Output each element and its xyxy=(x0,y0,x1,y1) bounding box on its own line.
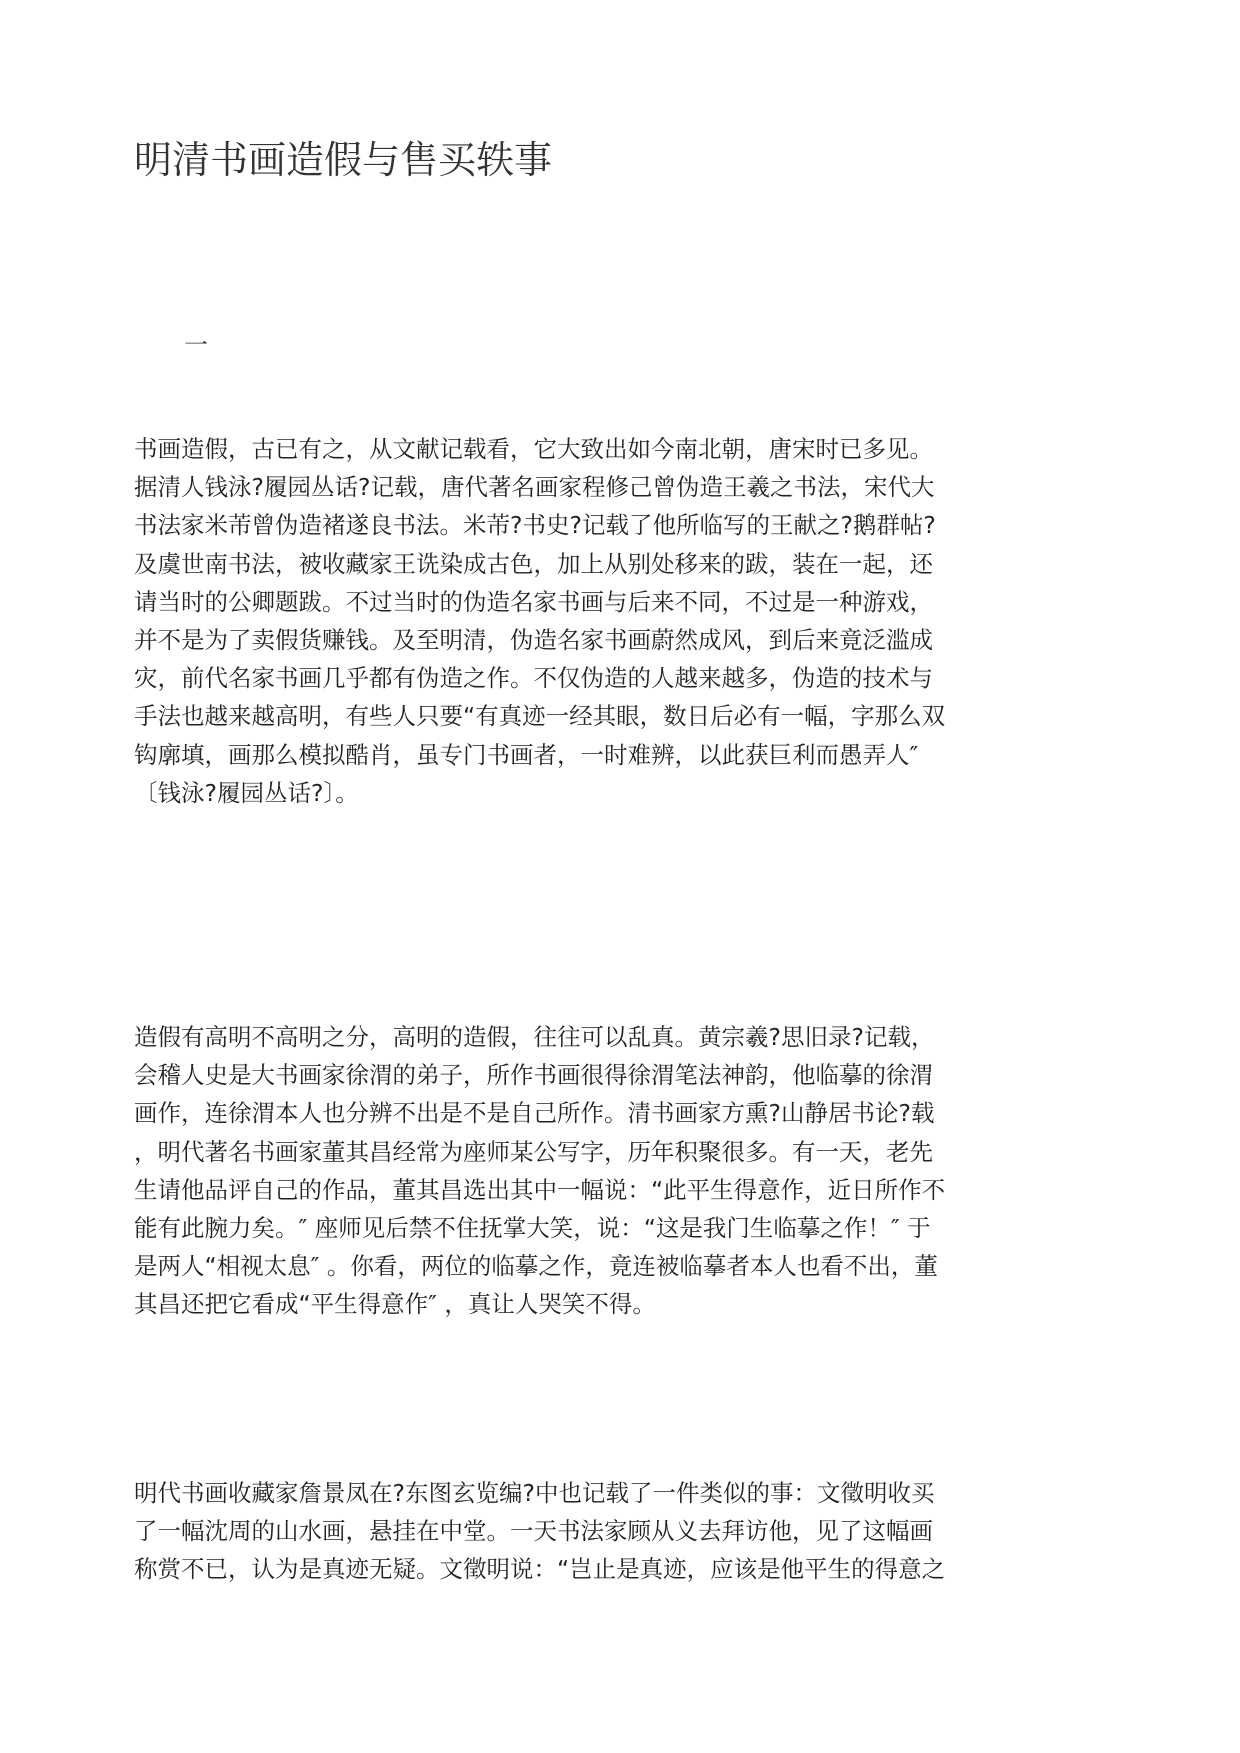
document-title: 明清书画造假与售买轶事 xyxy=(134,138,553,182)
paragraph-line: 是两人“相视太息″ 。你看，两位的临摹之作，竟连被临摹者本人也看不出，董 xyxy=(134,1252,938,1281)
paragraph-line: 明代书画收藏家詹景凤在?东图玄览编?中也记载了一件类似的事：文徵明收买 xyxy=(134,1479,935,1507)
paragraph-line: 称赏不已，认为是真迹无疑。文徵明说：“岂止是真迹，应该是他平生的得意之 xyxy=(134,1555,946,1584)
paragraph-line: 了一幅沈周的山水画，悬挂在中堂。一天书法家顾从义去拜访他，见了这幅画 xyxy=(134,1517,933,1546)
paragraph-line: 画作，连徐渭本人也分辨不出是不是自己所作。清书画家方熏?山静居书论?载 xyxy=(134,1099,935,1128)
paragraph-line: 能有此腕力矣。″ 座师见后禁不住抚掌大笑，说：“这是我门生临摹之作！″ 于 xyxy=(134,1214,931,1243)
paragraph-line: 请当时的公卿题跋。不过当时的伪造名家书画与后来不同，不过是一种游戏， xyxy=(134,587,933,616)
paragraph-line: 灾，前代名家书画几乎都有伪造之作。不仅伪造的人越来越多，伪造的技术与 xyxy=(134,664,933,693)
paragraph-line: 会稽人史是大书画家徐渭的弟子，所作书画很得徐渭笔法神韵，他临摹的徐渭 xyxy=(134,1061,933,1090)
paragraph-line: 钩廓填，画那么模拟酷肖，虽专门书画者，一时难辨，以此获巨利而愚弄人″ xyxy=(134,740,919,769)
paragraph-2 xyxy=(134,1018,970,1324)
paragraph-line: ，明代著名书画家董其昌经常为座师某公写字，历年积聚很多。有一天，老先 xyxy=(134,1137,933,1166)
paragraph-line: 据清人钱泳?履园丛话?记载，唐代著名画家程修己曾伪造王羲之书法，宋代大 xyxy=(134,473,935,502)
paragraph-line: 并不是为了卖假货赚钱。及至明清，伪造名家书画蔚然成风，到后来竟泛滥成 xyxy=(134,626,933,655)
paragraph-3 xyxy=(134,1474,970,1589)
paragraph-line: 手法也越来越高明，有些人只要“有真迹一经其眼，数日后必有一幅，字那么双 xyxy=(134,702,946,731)
paragraph-1 xyxy=(134,430,970,812)
section-number: 一 xyxy=(184,331,208,359)
paragraph-line: 其昌还把它看成“平生得意作″ ，真让人哭笑不得。 xyxy=(134,1290,656,1319)
paragraph-line: 〔钱泳?履园丛话?〕。 xyxy=(134,778,359,807)
paragraph-line: 书画造假，古已有之，从文献记载看，它大致出如今南北朝，唐宋时已多见。 xyxy=(134,435,933,463)
paragraph-line: 造假有高明不高明之分，高明的造假，往往可以乱真。黄宗羲?思旧录?记载， xyxy=(134,1023,935,1051)
paragraph-line: 书法家米芾曾伪造褚遂良书法。米芾?书史?记载了他所临写的王献之?鹅群帖? xyxy=(134,511,936,540)
paragraph-line: 及虞世南书法，被收藏家王诜染成古色，加上从别处移来的跋，装在一起，还 xyxy=(134,549,933,578)
paragraph-line: 生请他品评自己的作品，董其昌选出其中一幅说：“此平生得意作，近日所作不 xyxy=(134,1175,946,1204)
